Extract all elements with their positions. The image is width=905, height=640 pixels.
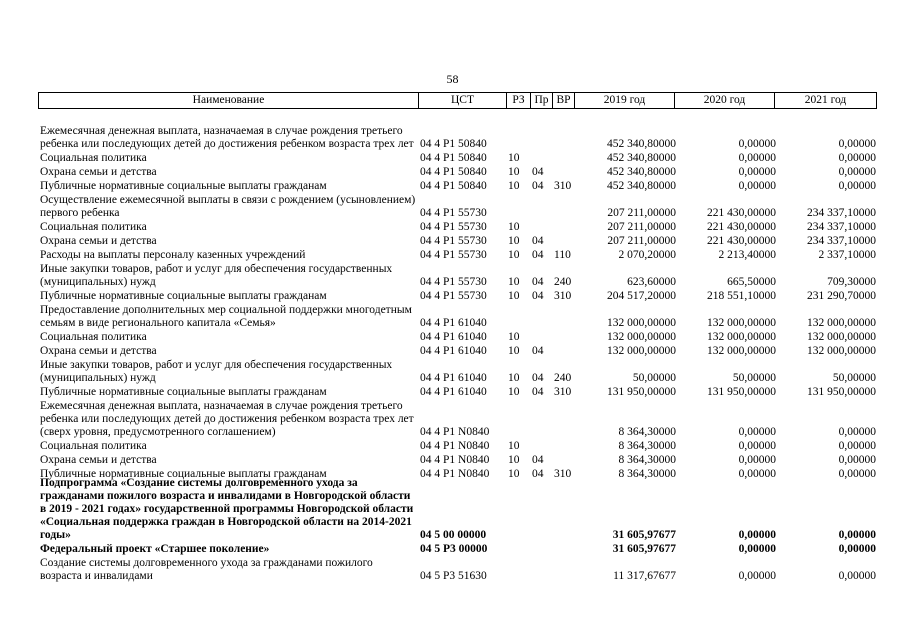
header-rz: РЗ [507,93,531,109]
row-y2021: 132 000,00000 [807,345,876,357]
row-pr: 04 [532,276,544,288]
row-pr: 04 [532,235,544,247]
row-y2021: 0,00000 [838,152,876,164]
row-rz: 10 [508,166,520,178]
row-y2019: 204 517,20000 [607,290,676,302]
row-y2019: 452 340,80000 [607,180,676,192]
table-row [38,289,888,303]
row-y2019: 452 340,80000 [607,138,676,150]
row-y2021: 709,30000 [827,276,876,288]
row-y2019: 623,60000 [627,276,676,288]
row-vr: 310 [554,290,572,302]
row-vr: 240 [554,372,572,384]
row-y2020: 0,00000 [738,570,776,582]
row-cst: 04 4 P1 55730 [420,221,487,233]
row-cst: 04 4 P1 55730 [420,290,487,302]
table-row [38,344,888,358]
row-y2021: 0,00000 [838,570,876,582]
page-number: 58 [446,72,459,86]
header-vr: ВР [553,93,575,109]
row-cst: 04 4 P1 N0840 [420,468,490,480]
row-y2020: 0,00000 [738,440,776,452]
row-y2020: 131 950,00000 [707,386,776,398]
table-row [38,234,888,248]
row-y2021: 0,00000 [838,454,876,466]
row-cst: 04 5 P3 00000 [420,543,488,555]
table-row [38,358,888,385]
row-rz: 10 [508,235,520,247]
row-rz: 10 [508,290,520,302]
row-y2019: 452 340,80000 [607,166,676,178]
table-row [38,542,888,556]
row-pr: 04 [532,345,544,357]
table-row [38,179,888,193]
row-cst: 04 5 00 00000 [420,529,487,541]
row-name: Федеральный проект «Старшее поколение» [40,543,270,555]
row-name: Расходы на выплаты персоналу казенных учреждений [40,249,306,261]
row-y2019: 50,00000 [632,372,676,384]
row-rz: 10 [508,152,520,164]
row-name: Публичные нормативные социальные выплаты гражданам [40,468,327,480]
row-y2021: 131 950,00000 [807,386,876,398]
row-cst: 04 4 P1 55730 [420,249,487,261]
row-cst: 04 4 P1 55730 [420,235,487,247]
row-vr: 110 [554,249,571,261]
row-cst: 04 4 P1 50840 [420,138,487,150]
row-y2021: 0,00000 [838,543,876,555]
row-name: Подпрограмма «Создание системы долговременного ухода за гражданами пожилого возраста и инвалидами в Новгородской области в 2019 - 2021 годах» государственной программы Новгородской области «Социальная поддержка граждан в Новгородской области на 2014-2021 годы» [40,477,414,541]
row-y2020: 221 430,00000 [707,235,776,247]
table-row [38,262,888,289]
row-name: Охрана семьи и детства [40,454,157,466]
row-cst: 04 4 P1 50840 [420,180,487,192]
row-y2021: 0,00000 [838,138,876,150]
row-rz: 10 [508,468,520,480]
row-name: Иные закупки товаров, работ и услуг для обеспечения государственных (муниципальных) нужд [40,359,393,384]
row-y2020: 0,00000 [738,529,776,541]
row-name: Публичные нормативные социальные выплаты гражданам [40,180,327,192]
table-row [38,399,888,439]
row-y2020: 50,00000 [732,372,776,384]
header-name: Наименование [39,93,419,109]
table-row [38,453,888,467]
row-y2021: 234 337,10000 [807,235,876,247]
row-rz: 10 [508,386,520,398]
row-pr: 04 [532,249,544,261]
row-cst: 04 4 P1 N0840 [420,426,490,438]
table-row [38,439,888,453]
row-y2021: 132 000,00000 [807,331,876,343]
table-row [38,112,888,151]
row-cst: 04 4 P1 55730 [420,207,487,219]
row-pr: 04 [532,166,544,178]
row-y2020: 665,50000 [727,276,776,288]
table-row [38,193,888,220]
row-y2021: 231 290,70000 [807,290,876,302]
row-y2019: 8 364,30000 [618,454,676,466]
row-y2021: 0,00000 [838,166,876,178]
row-vr: 310 [554,180,572,192]
row-y2019: 207 211,00000 [607,235,676,247]
row-y2020: 132 000,00000 [707,331,776,343]
table-row [38,165,888,179]
row-name: Публичные нормативные социальные выплаты гражданам [40,386,327,398]
row-cst: 04 5 P3 51630 [420,570,487,582]
row-y2020: 221 430,00000 [707,207,776,219]
row-name: Социальная политика [40,152,147,164]
row-name: Ежемесячная денежная выплата, назначаемая в случае рождения третьего ребенка или последующих детей до достижения ребенком возраста трех лет [40,125,414,150]
row-rz: 10 [508,276,520,288]
header-2021: 2021 год [775,93,877,109]
row-y2019: 2 070,20000 [618,249,676,261]
row-y2021: 234 337,10000 [807,207,876,219]
row-y2019: 132 000,00000 [607,317,676,329]
row-pr: 04 [532,386,544,398]
row-vr: 310 [554,386,572,398]
header-2019: 2019 год [575,93,675,109]
row-y2021: 234 337,10000 [807,221,876,233]
row-cst: 04 4 P1 50840 [420,166,487,178]
row-y2019: 8 364,30000 [618,426,676,438]
row-name: Социальная политика [40,221,147,233]
row-vr: 310 [554,468,572,480]
row-y2019: 31 605,97677 [612,529,676,541]
row-y2020: 0,00000 [738,152,776,164]
row-y2020: 0,00000 [738,454,776,466]
row-cst: 04 4 P1 N0840 [420,440,490,452]
row-y2020: 132 000,00000 [707,317,776,329]
row-y2019: 11 317,67677 [613,570,676,582]
row-y2019: 8 364,30000 [618,468,676,480]
row-name: Социальная политика [40,440,147,452]
row-pr: 04 [532,454,544,466]
header-2020: 2020 год [675,93,775,109]
row-y2021: 0,00000 [838,440,876,452]
row-pr: 04 [532,180,544,192]
row-rz: 10 [508,221,520,233]
table-row [38,556,888,583]
table-row [38,220,888,234]
table-row [38,385,888,399]
row-rz: 10 [508,372,520,384]
row-rz: 10 [508,249,520,261]
row-cst: 04 4 P1 61040 [420,372,487,384]
row-pr: 04 [532,290,544,302]
row-y2019: 132 000,00000 [607,331,676,343]
row-name: Социальная политика [40,331,147,343]
row-y2019: 31 605,97677 [612,543,676,555]
row-y2020: 0,00000 [738,543,776,555]
row-y2020: 221 430,00000 [707,221,776,233]
row-name: Охрана семьи и детства [40,235,157,247]
row-cst: 04 4 P1 61040 [420,317,487,329]
row-y2020: 0,00000 [738,166,776,178]
row-name: Осуществление ежемесячной выплаты в связи с рождением (усыновлением) первого ребенка [40,194,416,219]
row-y2021: 0,00000 [838,426,876,438]
row-vr: 240 [554,276,572,288]
row-y2021: 0,00000 [838,180,876,192]
row-y2021: 0,00000 [838,468,876,480]
row-y2021: 50,00000 [832,372,876,384]
row-name: Публичные нормативные социальные выплаты гражданам [40,290,327,302]
row-y2020: 0,00000 [738,468,776,480]
header-pr: Пр [531,93,553,109]
row-name: Предоставление дополнительных мер социальной поддержки многодетным семьям в виде регионального капитала «Семья» [40,304,412,329]
row-rz: 10 [508,440,520,452]
header-cst: ЦСТ [419,93,507,109]
row-y2021: 0,00000 [838,529,876,541]
row-y2019: 207 211,00000 [607,207,676,219]
row-cst: 04 4 P1 N0840 [420,454,490,466]
row-y2020: 132 000,00000 [707,345,776,357]
row-cst: 04 4 P1 61040 [420,331,487,343]
row-pr: 04 [532,468,544,480]
row-name: Ежемесячная денежная выплата, назначаемая в случае рождения третьего ребенка или последующих детей до достижения ребенком возраста трех лет (сверх уровня, предусмотренного соглашением) [40,400,414,438]
row-y2019: 132 000,00000 [607,345,676,357]
row-y2021: 2 337,10000 [818,249,876,261]
table-row [38,303,888,330]
row-name: Создание системы долговременного ухода за гражданами пожилого возраста и инвалидами [40,557,373,582]
table-header [38,92,877,109]
row-cst: 04 4 P1 61040 [420,345,487,357]
table-row [38,151,888,165]
table-row [38,248,888,262]
row-y2019: 8 364,30000 [618,440,676,452]
row-y2019: 452 340,80000 [607,152,676,164]
row-y2020: 0,00000 [738,426,776,438]
row-rz: 10 [508,454,520,466]
row-rz: 10 [508,331,520,343]
table-row [38,477,888,542]
row-y2020: 0,00000 [738,180,776,192]
row-rz: 10 [508,180,520,192]
row-y2020: 2 213,40000 [718,249,776,261]
row-name: Охрана семьи и детства [40,345,157,357]
table-row [38,330,888,344]
row-y2020: 218 551,10000 [707,290,776,302]
row-y2019: 131 950,00000 [607,386,676,398]
row-cst: 04 4 P1 50840 [420,152,487,164]
table-body [38,112,888,583]
row-y2021: 132 000,00000 [807,317,876,329]
row-name: Охрана семьи и детства [40,166,157,178]
row-y2020: 0,00000 [738,138,776,150]
row-pr: 04 [532,372,544,384]
row-cst: 04 4 P1 55730 [420,276,487,288]
row-rz: 10 [508,345,520,357]
row-name: Иные закупки товаров, работ и услуг для обеспечения государственных (муниципальных) нужд [40,263,393,288]
row-cst: 04 4 P1 61040 [420,386,487,398]
row-y2019: 207 211,00000 [607,221,676,233]
